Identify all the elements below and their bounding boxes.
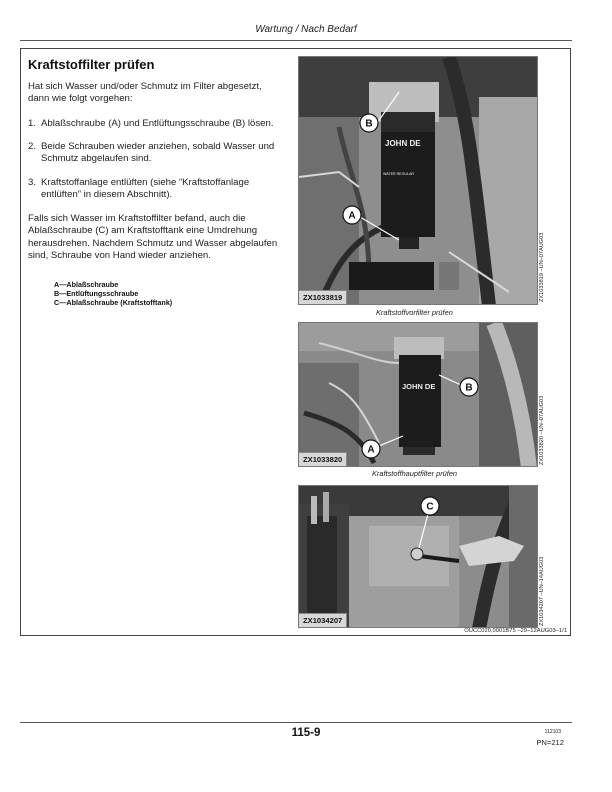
outro-line: Falls sich Wasser im Kraftstoffilter befand, auch die (28, 213, 246, 224)
legend-item: A—Ablaßschraube (54, 280, 119, 289)
photo-side-code: ZX1034207 –UN–14AUG03 (539, 556, 545, 626)
step-text: Schmutz abgelaufen sind. (41, 153, 152, 165)
legend-item: C—Ablaßschraube (Kraftstofftank) (54, 298, 173, 307)
step-text: Kraftstoffanlage entlüften (siehe “Kraftstoffanlage (41, 177, 250, 188)
footer-pn: PN=212 (536, 738, 564, 747)
intro-line: dann wie folgt vorgehen: (28, 93, 133, 105)
reference-code: OUCC020,0001B75 –29–12AUG03–1/1 (464, 628, 567, 634)
callout-a-label: A (348, 210, 356, 222)
intro-paragraph (28, 81, 290, 106)
callout-b-label: B (465, 382, 473, 394)
footer-small-code: 112103 (544, 729, 561, 735)
callout-b-label: B (365, 118, 373, 130)
intro-line: Hat sich Wasser und/oder Schmutz im Filter abgesetzt, (28, 81, 262, 92)
step-item (28, 177, 293, 202)
header-divider (20, 40, 572, 41)
callout-c-label: C (426, 501, 434, 513)
step-item (28, 118, 293, 130)
step-text: Ablaßschraube (A) und Entlüftungsschraube (B) lösen. (41, 118, 274, 129)
photo-side-code: ZX1033820 –UN–07AUG03 (539, 395, 545, 465)
photo-caption: Kraftstoffhauptfilter prüfen (372, 469, 458, 478)
legend-item: B—Entlüftungsschraube (54, 289, 139, 298)
photo-id-label: ZX1034207 (299, 613, 347, 627)
filter-brand-label: JOHN DE (385, 139, 421, 148)
filter-brand-label: JOHN DE (402, 382, 436, 391)
page-header-title: Wartung / Nach Bedarf (255, 24, 357, 35)
outro-line: Ablaßschraube (C) am Kraftstofftank eine Umdrehung (28, 225, 258, 237)
legend (54, 280, 172, 307)
photo-id-label: ZX1033819 (299, 290, 347, 304)
outro-paragraph (28, 213, 290, 263)
section-title: Kraftstoffilter prüfen (28, 57, 155, 72)
photo-id-label: ZX1033820 (299, 452, 347, 466)
step-number: 3. (28, 177, 37, 188)
photo-side-code: ZX1033819 –UN–07AUG03 (539, 232, 545, 302)
footer-divider (20, 722, 572, 723)
photo-fuel-main-filter (298, 322, 538, 467)
step-text: Beide Schrauben wieder anziehen, sobald Wasser und (41, 141, 275, 152)
page-number: 115-9 (291, 727, 321, 739)
filter-sub-label: WATER REGULAR (383, 172, 414, 176)
photo-fuel-tank-drain (298, 485, 538, 628)
photo-fuel-prefilter (298, 56, 538, 305)
photo-caption: Kraftstoffvorfilter prüfen (376, 308, 453, 317)
outro-line: sind, Schraube von Hand wieder anziehen. (28, 250, 211, 262)
callout-a-label: A (367, 444, 375, 456)
step-item (28, 141, 293, 166)
step-number: 2. (28, 141, 37, 152)
step-text: entlüften” in diesem Abschnitt). (41, 189, 173, 201)
outro-line: herausdrehen. Nachdem Schmutz und Wasser abgelaufen (28, 237, 278, 249)
step-number: 1. (28, 118, 37, 129)
